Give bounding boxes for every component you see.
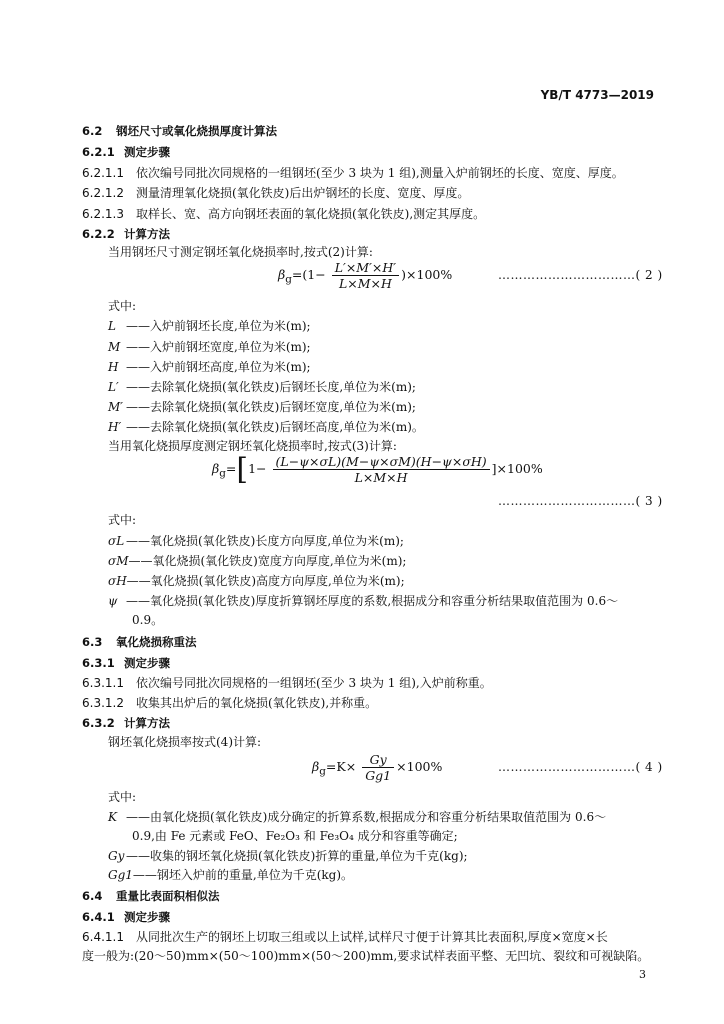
fraction-denominator: Gg1 [365, 768, 392, 783]
variable-def [108, 339, 311, 355]
variable-symbol: M [108, 340, 121, 354]
variable-def-continuation: 0.9。 [132, 613, 164, 627]
formula-close: ]×100% [491, 461, 543, 476]
section-number: 6.2 [82, 124, 103, 138]
section-6-2-1-heading [82, 144, 170, 160]
variable-description: ——由氧化烧损(氧化铁皮)成分确定的折算系数,根据成分和容重分析结果取值范围为 0.6～ [126, 810, 607, 824]
variable-symbol: Gg1 [108, 868, 133, 882]
clause-6-2-1-3 [82, 206, 485, 222]
section-6-3-heading [82, 634, 197, 650]
variable-symbol: L′ [108, 380, 119, 394]
equation-number-4: ……………………………( 4 ) [498, 760, 663, 774]
formula-2 [278, 260, 452, 291]
formula-close: )×100% [401, 267, 453, 282]
clause-6-3-1-2 [82, 695, 377, 711]
variable-description: ——入炉前钢坯长度,单位为米(m); [126, 319, 311, 333]
formula-lhs: β [212, 461, 220, 476]
section-number: 6.3 [82, 635, 103, 649]
intro-formula-2: 当用钢坯尺寸测定钢坯氧化烧损率时,按式(2)计算: [108, 245, 373, 259]
clause-number: 6.3.1.1 [82, 676, 124, 690]
section-6-3-2-heading [82, 715, 170, 731]
variable-def [108, 593, 618, 609]
section-title: 计算方法 [124, 227, 170, 241]
formula-lhs: β [312, 759, 320, 774]
where-label: 式中: [108, 299, 137, 313]
variable-def [108, 399, 416, 415]
variable-def [108, 848, 468, 864]
variable-description: ——氧化烧损(氧化铁皮)高度方向厚度,单位为米(m); [126, 574, 405, 588]
section-number: 6.4 [82, 889, 103, 903]
variable-description: ——氧化烧损(氧化铁皮)厚度折算钢坯厚度的系数,根据成分和容重分析结果取值范围为 0.6～ [126, 594, 619, 608]
formula-equals: = [225, 461, 237, 476]
formula-equals: = [291, 267, 303, 282]
variable-def [108, 573, 405, 589]
variable-description: ——氧化烧损(氧化铁皮)长度方向厚度,单位为米(m); [126, 534, 404, 548]
section-6-2-2-heading [82, 226, 170, 242]
clause-text: 取样长、宽、高方向钢坯表面的氧化烧损(氧化铁皮),测定其厚度。 [136, 207, 486, 221]
variable-description: ——去除氧化烧损(氧化铁皮)后钢坯长度,单位为米(m); [126, 380, 416, 394]
section-6-4-1-heading [82, 909, 170, 925]
section-number: 6.2.1 [82, 145, 115, 159]
variable-def [108, 419, 424, 435]
section-title: 测定步骤 [124, 145, 170, 159]
variable-symbol: σM [108, 554, 129, 568]
clause-number: 6.2.1.3 [82, 207, 124, 221]
formula-lhs-sub: g [319, 765, 326, 778]
variable-symbol: L [108, 319, 116, 333]
formula-3 [212, 452, 543, 487]
clause-number: 6.2.1.2 [82, 186, 124, 200]
clause-text: 从同批次生产的钢坯上切取三组或以上试样,试样尺寸便于计算其比表面积,厚度×宽度×长 [136, 930, 608, 944]
clause-number: 6.2.1.1 [82, 166, 124, 180]
clause-6-4-1-1-continuation: 度一般为:(20～50)mm×(50～100)mm×(50～200)mm,要求试样表面平整、无凹坑、裂纹和可视缺陷。 [82, 949, 650, 963]
clause-text: 测量清理氧化烧损(氧化铁皮)后出炉钢坯的长度、宽度、厚度。 [136, 186, 470, 200]
variable-symbol: Gy [108, 849, 125, 863]
section-title: 氧化烧损称重法 [116, 635, 197, 649]
clause-text: 收集其出炉后的氧化烧损(氧化铁皮),并称重。 [136, 696, 378, 710]
formula-open-bracket: [ [236, 452, 249, 487]
equation-number-2: ……………………………( 2 ) [498, 268, 663, 282]
intro-formula-4: 钢坯氧化烧损率按式(4)计算: [108, 735, 262, 749]
variable-def [108, 867, 353, 883]
variable-symbol: K [108, 810, 117, 824]
section-6-4-heading [82, 888, 220, 904]
clause-text: 依次编号同批次同规格的一组钢坯(至少 3 块为 1 组),入炉前称重。 [136, 676, 492, 690]
variable-symbol: ψ [108, 594, 118, 608]
variable-symbol: H′ [108, 420, 122, 434]
section-number: 6.3.2 [82, 716, 115, 730]
section-title: 重量比表面积相似法 [116, 889, 220, 903]
clause-6-4-1-1 [82, 929, 608, 945]
where-label: 式中: [108, 513, 137, 527]
formula-lhs-sub: g [285, 273, 292, 286]
formula-close: ×100% [396, 759, 443, 774]
section-title: 测定步骤 [124, 656, 170, 670]
variable-symbol: H [108, 360, 119, 374]
intro-formula-3: 当用氧化烧损厚度测定钢坯氧化烧损率时,按式(3)计算: [108, 439, 397, 453]
fraction-denominator: L×M×H [354, 470, 408, 485]
clause-text: 依次编号同批次同规格的一组钢坯(至少 3 块为 1 组),测量入炉前钢坯的长度、宽度、厚度。 [136, 166, 624, 180]
variable-def [108, 318, 311, 334]
formula-one-minus: 1− [248, 461, 267, 476]
variable-description: ——入炉前钢坯宽度,单位为米(m); [126, 340, 311, 354]
section-title: 测定步骤 [124, 910, 170, 924]
variable-def [108, 533, 404, 549]
formula-equals: =K× [325, 759, 357, 774]
variable-description: ——氧化烧损(氧化铁皮)宽度方向厚度,单位为米(m); [128, 554, 407, 568]
variable-def-continuation: 0.9,由 Fe 元素或 FeO、Fe₂O₃ 和 Fe₃O₄ 成分和容重等确定; [132, 829, 458, 843]
formula-lhs-sub: g [219, 467, 226, 480]
variable-description: ——钢坯入炉前的重量,单位为千克(kg)。 [132, 868, 354, 882]
fraction-numerator: L′×M′×H′ [332, 260, 399, 276]
section-title: 计算方法 [124, 716, 170, 730]
variable-def [108, 379, 416, 395]
standard-number: YB/T 4773—2019 [540, 88, 654, 102]
equation-number-3: ……………………………( 3 ) [498, 494, 663, 508]
variable-description: ——收集的钢坯氧化烧损(氧化铁皮)折算的重量,单位为千克(kg); [126, 849, 468, 863]
variable-description: ——去除氧化烧损(氧化铁皮)后钢坯宽度,单位为米(m); [126, 400, 416, 414]
clause-6-2-1-1 [82, 165, 624, 181]
fraction [273, 454, 490, 485]
section-6-3-1-heading [82, 655, 170, 671]
fraction [332, 260, 399, 291]
page-number: 3 [639, 968, 646, 981]
variable-description: ——入炉前钢坯高度,单位为米(m); [126, 360, 311, 374]
fraction-numerator: (L−ψ×σL)(M−ψ×σM)(H−ψ×σH) [273, 454, 490, 470]
section-number: 6.3.1 [82, 656, 115, 670]
fraction [362, 752, 394, 783]
section-6-2-heading [82, 123, 277, 139]
section-title: 钢坯尺寸或氧化烧损厚度计算法 [116, 124, 277, 138]
variable-def [108, 359, 311, 375]
variable-description: ——去除氧化烧损(氧化铁皮)后钢坯高度,单位为米(m)。 [126, 420, 424, 434]
formula-open: (1− [302, 267, 326, 282]
variable-symbol: σL [108, 534, 125, 548]
clause-number: 6.4.1.1 [82, 930, 124, 944]
section-number: 6.4.1 [82, 910, 115, 924]
formula-lhs: β [278, 267, 286, 282]
variable-def [108, 809, 606, 825]
variable-def [108, 553, 406, 569]
where-label: 式中: [108, 790, 137, 804]
formula-4 [312, 752, 442, 783]
section-number: 6.2.2 [82, 227, 115, 241]
fraction-numerator: Gy [362, 752, 394, 768]
clause-number: 6.3.1.2 [82, 696, 124, 710]
variable-symbol: σH [108, 574, 127, 588]
clause-6-3-1-1 [82, 675, 492, 691]
clause-6-2-1-2 [82, 185, 469, 201]
fraction-denominator: L×M×H [338, 276, 392, 291]
variable-symbol: M′ [108, 400, 124, 414]
